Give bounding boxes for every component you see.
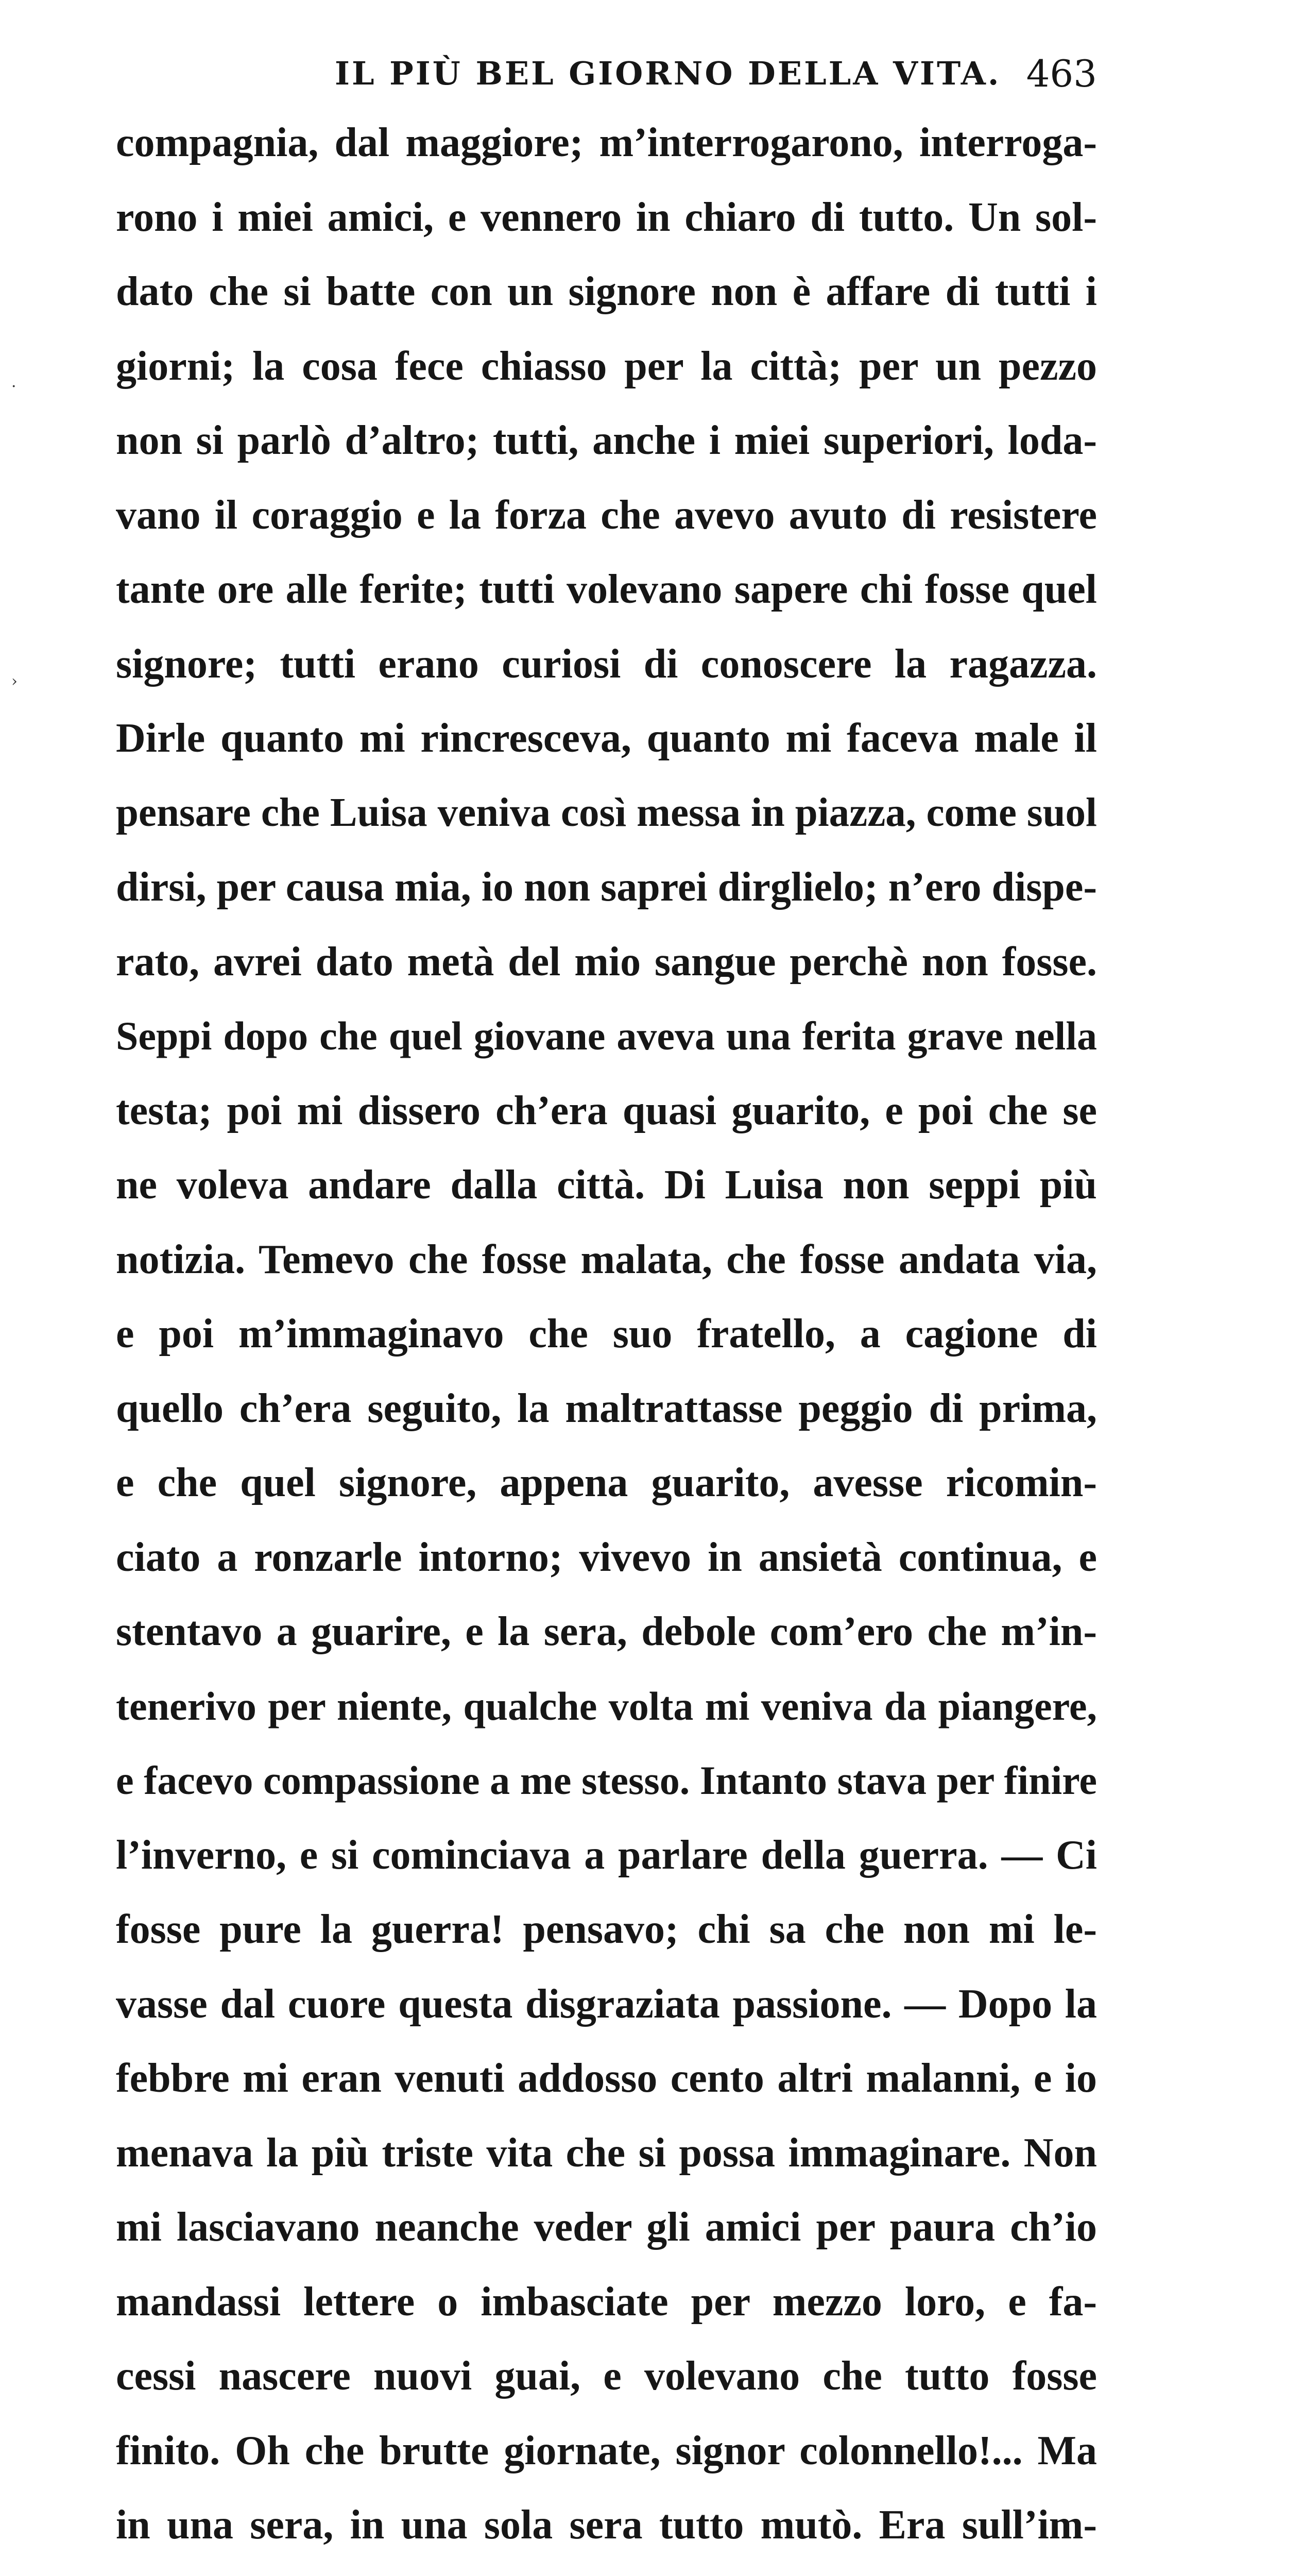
text-line: l’inverno, e si cominciava a parlare della guerra. — Ci	[116, 1818, 1097, 1893]
text-line: fosse pure la guerra! pensavo; chi sa che non mi le-	[116, 1892, 1097, 1967]
text-line: cessi nascere nuovi guai, e volevano che tutto fosse	[116, 2339, 1097, 2414]
text-line: testa; poi mi dissero ch’era quasi guarito, e poi che se	[116, 1074, 1097, 1148]
body-text	[116, 106, 1097, 2576]
text-line: notizia. Temevo che fosse malata, che fosse andata via,	[116, 1223, 1097, 1297]
text-line: in una sera, in una sola sera tutto mutò. Era sull’im-	[116, 2488, 1097, 2563]
page-number: 463	[1026, 45, 1097, 102]
text-line: mandassi lettere o imbasciate per mezzo loro, e fa-	[116, 2265, 1097, 2340]
running-title: IL PIÙ BEL GIORNO DELLA VITA.	[335, 45, 1001, 102]
text-line: Dirle quanto mi rincresceva, quanto mi faceva male il	[116, 701, 1097, 776]
page-header	[116, 45, 1097, 102]
text-line: vano il coraggio e la forza che avevo avuto di resistere	[116, 478, 1097, 553]
text-line: non si parlò d’altro; tutti, anche i miei superiori, loda-	[116, 403, 1097, 478]
text-line	[116, 2563, 1097, 2576]
text-line: e che quel signore, appena guarito, avesse ricomin-	[116, 1446, 1097, 1520]
text-line: Seppi dopo che quel giovane aveva una ferita grave nella	[116, 999, 1097, 1074]
text-line: rato, avrei dato metà del mio sangue perchè non fosse.	[116, 925, 1097, 999]
text-line: pensare che Luisa veniva così messa in piazza, come suol	[116, 776, 1097, 851]
text-line: rono i miei amici, e vennero in chiaro di tutto. Un sol-	[116, 180, 1097, 255]
text-line: tenerivo per niente, qualche volta mi veniva da piangere,	[116, 1669, 1097, 1744]
text-line: tante ore alle ferite; tutti volevano sapere chi fosse quel	[116, 552, 1097, 627]
text-line: febbre mi eran venuti addosso cento altri malanni, e io	[116, 2041, 1097, 2116]
text-line: mi lasciavano neanche veder gli amici per paura ch’io	[116, 2190, 1097, 2265]
text-line: stentavo a guarire, e la sera, debole com’ero che m’in-	[116, 1595, 1097, 1669]
text-line: finito. Oh che brutte giornate, signor colonnello!... Ma	[116, 2414, 1097, 2488]
margin-speck: ·	[11, 378, 16, 396]
text-line: menava la più triste vita che si possa immaginare. Non	[116, 2116, 1097, 2191]
text-line: dirsi, per causa mia, io non saprei dirglielo; n’ero dispe-	[116, 850, 1097, 925]
text-line: signore; tutti erano curiosi di conoscere la ragazza.	[116, 627, 1097, 702]
text-line: ciato a ronzarle intorno; vivevo in ansietà continua, e	[116, 1520, 1097, 1595]
text-line: e poi m’immaginavo che suo fratello, a cagione di	[116, 1297, 1097, 1371]
text-line: compagnia, dal maggiore; m’interrogarono, interroga-	[116, 106, 1097, 180]
text-line: quello ch’era seguito, la maltrattasse peggio di prima,	[116, 1371, 1097, 1446]
text-line: dato che si batte con un signore non è affare di tutti i	[116, 255, 1097, 329]
margin-speck: ›	[11, 672, 18, 690]
text-line: e facevo compassione a me stesso. Intanto stava per finire	[116, 1743, 1097, 1818]
text-line: giorni; la cosa fece chiasso per la città; per un pezzo	[116, 329, 1097, 404]
text-line: vasse dal cuore questa disgraziata passione. — Dopo la	[116, 1967, 1097, 2042]
text-line: ne voleva andare dalla città. Di Luisa non seppi più	[116, 1148, 1097, 1223]
